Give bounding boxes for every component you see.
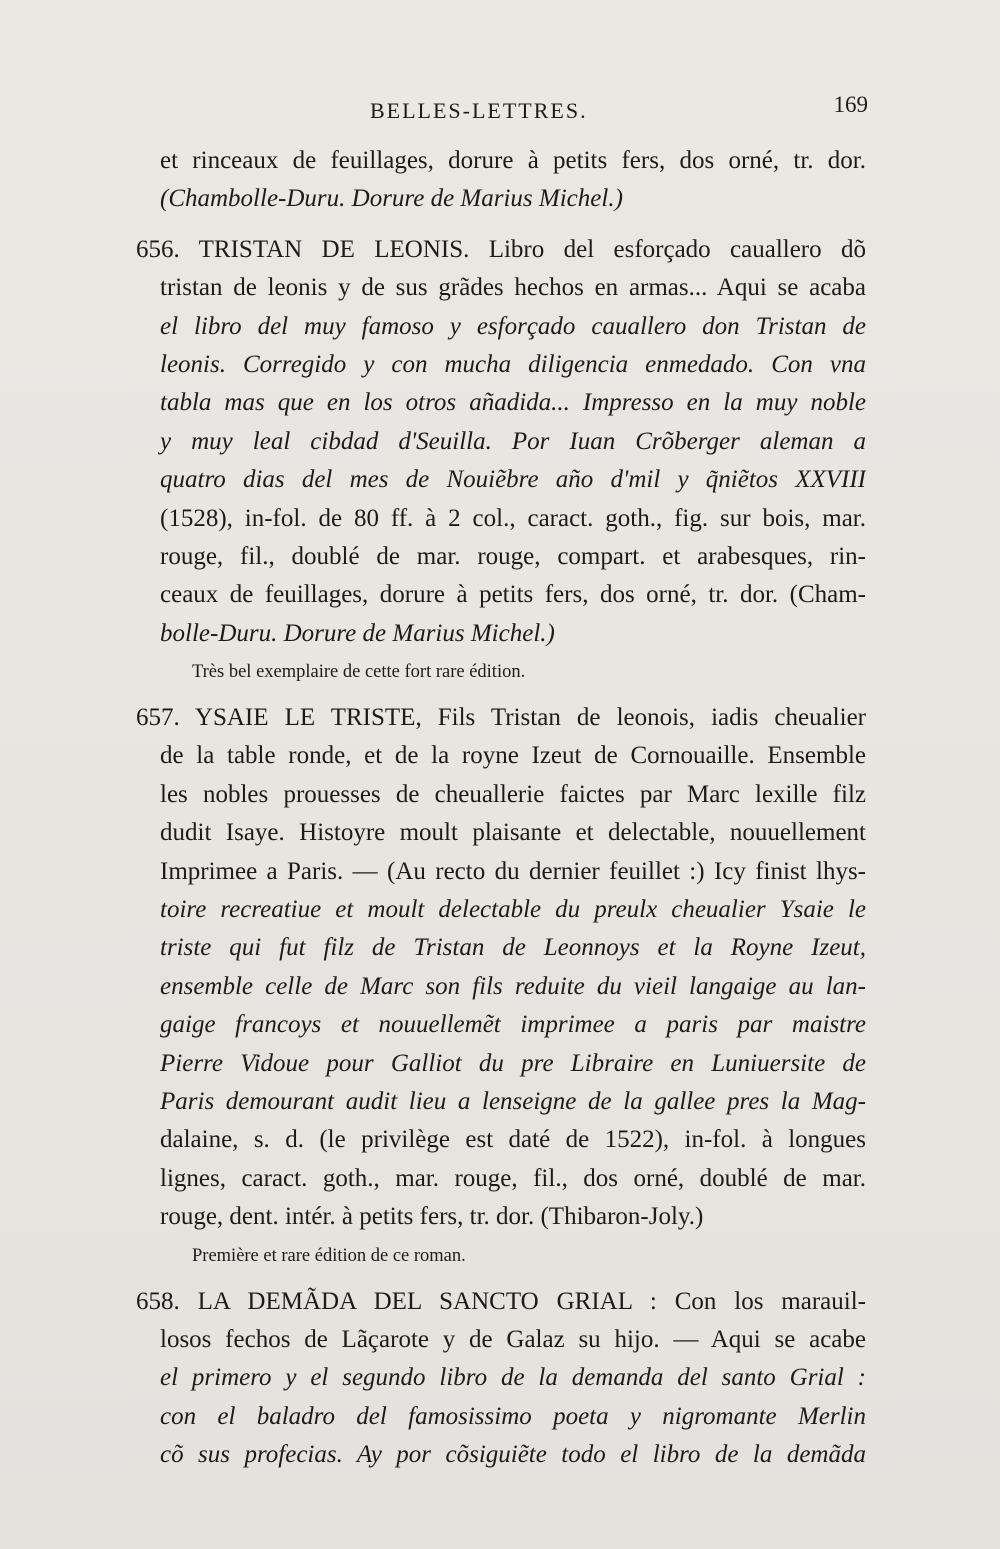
entry-text-line: el primero y el segundo libro de la demanda del santo Grial : bbox=[160, 1364, 866, 1392]
entry-note: Très bel exemplaire de cette fort rare édition. bbox=[192, 662, 526, 683]
entry-text-line: dalaine, s. d. (le privilège est daté de 1522), in-fol. à longues bbox=[160, 1126, 866, 1154]
entry-text-line: rouge, dent. intér. à petits fers, tr. dor. (Thibaron-Joly.) bbox=[160, 1203, 704, 1231]
entry-text-line: leonis. Corregido y con mucha diligencia enmedado. Con vna bbox=[160, 350, 866, 378]
entry-text-line: y muy leal cibdad d'Seuilla. Por Iuan Crõberger aleman a bbox=[160, 427, 866, 455]
entry-text-line: ensemble celle de Marc son fils reduite du vieil langaige au lan- bbox=[160, 972, 866, 1000]
entry-text-line: les nobles prouesses de cheuallerie faictes par Marc lexille filz bbox=[160, 780, 866, 808]
entry-text-line: et rinceaux de feuillages, dorure à petits fers, dos orné, tr. dor. bbox=[160, 147, 866, 174]
entry-text-line: Imprimee a Paris. — (Au recto du dernier feuillet :) Icy finist lhys- bbox=[160, 857, 866, 885]
entry-text-line: lignes, caract. goth., mar. rouge, fil., dos orné, doublé de mar. bbox=[160, 1164, 866, 1192]
entry-text-line: dudit Isaye. Histoyre moult plaisante et delectable, nouuellement bbox=[160, 819, 866, 847]
entry-text-line: losos fechos de Lãçarote y de Galaz su hijo. — Aqui se acabe bbox=[160, 1325, 866, 1353]
entry-text-line: toire recreatiue et moult delectable du preulx cheualier Ysaie le bbox=[160, 896, 866, 924]
entry-text-line: quatro dias del mes de Nouiẽbre año d'mil y q̃niẽtos XXVIII bbox=[160, 466, 866, 494]
entry-text-line: de la table ronde, et de la royne Izeut de Cornouaille. Ensemble bbox=[160, 742, 866, 770]
entry-text-line: gaige francoys et nouuellemẽt imprimee a paris par maistre bbox=[160, 1011, 866, 1039]
entry-heading-line: 657. YSAIE LE TRISTE, Fils Tristan de leonois, iadis cheualier bbox=[136, 704, 866, 732]
entry-text-line: tabla mas que en los otros añadida... Impresso en la muy noble bbox=[160, 389, 866, 417]
entry-text-line: Pierre Vidoue pour Galliot du pre Libraire en Luniuersite de bbox=[160, 1049, 866, 1077]
entry-text-line: Paris demourant audit lieu a lenseigne de la gallee pres la Mag- bbox=[160, 1087, 866, 1115]
entry-heading-line: 656. TRISTAN DE LEONIS. Libro del esforçado cauallero dõ bbox=[136, 235, 866, 263]
running-header bbox=[160, 92, 868, 132]
entry-text-line: con el baladro del famosissimo poeta y nigromante Merlin bbox=[160, 1402, 866, 1430]
entry-text-line: rouge, fil., doublé de mar. rouge, compart. et arabesques, rin- bbox=[160, 542, 866, 570]
entry-text-line: ceaux de feuillages, dorure à petits fers, dos orné, tr. dor. (Cham- bbox=[160, 581, 866, 609]
entry-text-line: (Chambolle-Duru. Dorure de Marius Michel.) bbox=[160, 185, 623, 213]
entry-text-line: (1528), in-fol. de 80 ff. à 2 col., caract. goth., fig. sur bois, mar. bbox=[160, 504, 866, 532]
entry-note: Première et rare édition de ce roman. bbox=[192, 1245, 466, 1266]
entry-text-line: el libro del muy famoso y esforçado cauallero don Tristan de bbox=[160, 312, 866, 340]
paragraph-gap bbox=[136, 219, 866, 231]
entry-text-line: triste qui fut filz de Tristan de Leonnoys et la Royne Izeut, bbox=[160, 934, 866, 962]
catalogue-text bbox=[136, 142, 866, 1475]
running-title: BELLES-LETTRES. bbox=[370, 98, 588, 123]
entry-text-line: bolle-Duru. Dorure de Marius Michel.) bbox=[160, 619, 555, 647]
entry-text-line: cõ sus profecias. Ay por cõsiguiẽte todo el libro de la demãda bbox=[160, 1441, 866, 1469]
entry-heading-line: 658. LA DEMÃDA DEL SANCTO GRIAL : Con los marauil- bbox=[136, 1287, 866, 1315]
page-number: 169 bbox=[833, 92, 868, 117]
entry-text-line: tristan de leonis y de sus grãdes hechos en armas... Aqui se acaba bbox=[160, 274, 866, 302]
